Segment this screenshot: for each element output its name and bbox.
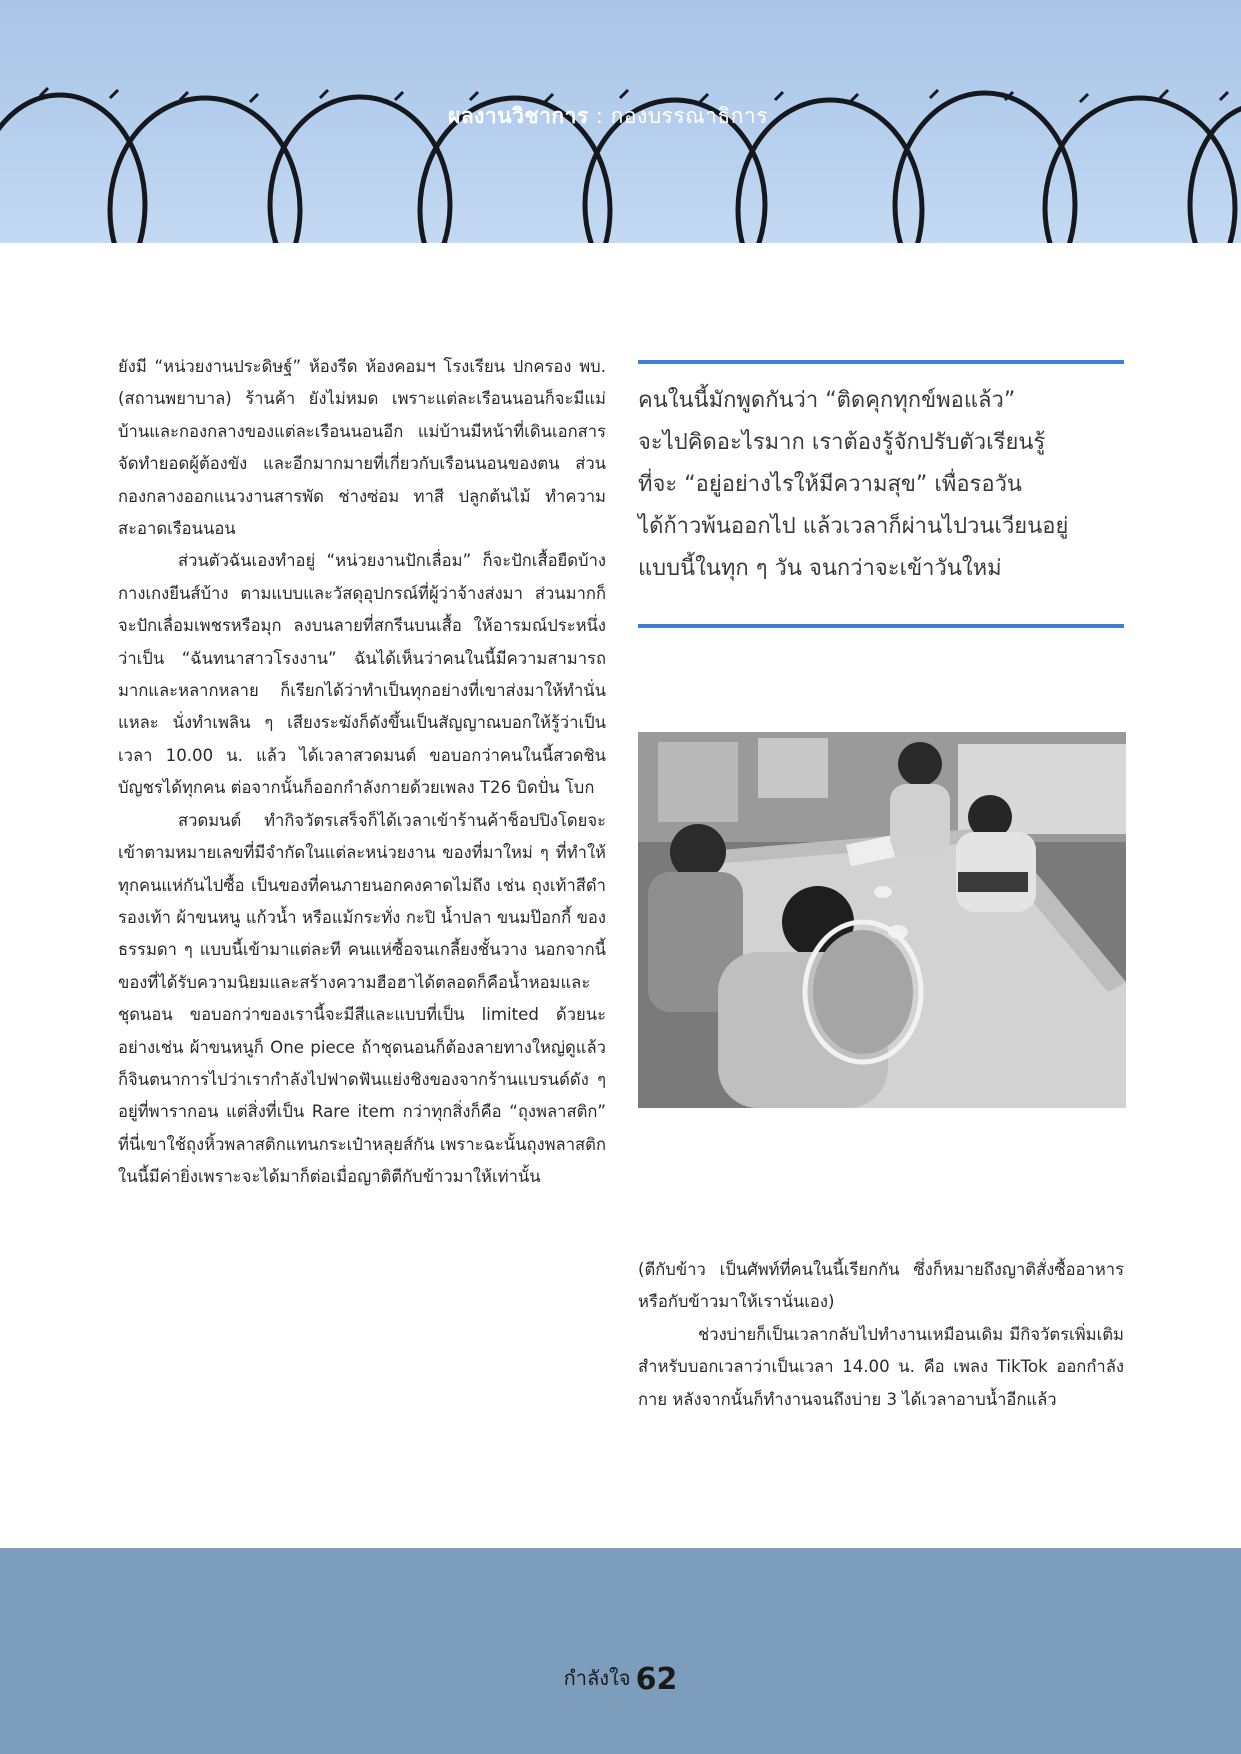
section-label: ผลงานวิชาการ: [448, 104, 589, 128]
paragraph: ช่วงบ่ายก็เป็นเวลากลับไปทำงานเหมือนเดิม มีกิจวัตรเพิ่มเติมสำหรับบอกเวลาว่าเป็นเวลา 14.00 น. คือ เพลง TikTok ออกกำลังกาย หลังจากนั้นก็ทำงานจนถึงบ่าย 3 ได้เวลาอาบน้ำอีกแล้ว: [638, 1324, 1124, 1409]
pull-quote-line: ที่จะ “อยู่อย่างไรให้มีความสุข” เพื่อรอวัน: [638, 472, 1022, 497]
article-left-column: [118, 351, 606, 1194]
paragraph: สวดมนต์ ทำกิจวัตรเสร็จก็ได้เวลาเข้าร้านค้าช็อปปิงโดยจะเข้าตามหมายเลขที่มีจำกัดในแต่ละหน่วยงาน ของที่มาใหม่ ๆ ที่ทำให้ทุกคนแห่กันไปซื้อ เป็นของที่คนภายนอกคงคาดไม่ถึง เช่น ถุงเท้าสีดำ รองเท้า ผ้าขนหนู แก้วน้ำ หรือแม้กระทั่ง กะปิ น้ำปลา ขนมป๊อกกี้ ของธรรมดา ๆ แบบนี้เข้ามาแต่ละที คนแห่ซื้อจนเกลี้ยงชั้นวาง นอกจากนี้ของที่ได้รับความนิยมและสร้างความฮือฮาได้ตลอดก็คือน้ำหอมและชุดนอน ขอบอกว่าของเรานี้จะมีสีและแบบที่เป็น limited ด้วยนะ อย่างเช่น ผ้าขนหนูก็ One piece ถ้าชุดนอนก็ต้องลายทางใหญ่ดูแล้วก็จินตนาการไปว่าเรากำลังไปฟาดฟันแย่งชิงของจากร้านแบรนด์ดัง ๆ อยู่ที่พารากอน แต่สิ่งที่เป็น Rare item กว่าทุกสิ่งก็คือ “ถุงพลาสติก” ที่นี่เขาใช้ถุงหิ้วพลาสติกแทนกระเป๋าหลุยส์กัน เพราะฉะนั้นถุงพลาสติกในนี้มีค่ายิ่งเพราะจะได้มาก็ต่อเมื่อญาติตีกับข้าวมาให้เท่านั้น: [118, 810, 606, 1187]
header-title: [448, 100, 768, 133]
pull-quote-line: ได้ก้าวพ้นออกไป แล้วเวลาก็ผ่านไปวนเวียนอยู่: [638, 514, 1069, 539]
paragraph: ส่วนตัวฉันเองทำอยู่ “หน่วยงานปักเลื่อม” ก็จะปักเสื้อยืดบ้าง กางเกงยีนส์บ้าง ตามแบบและวัสดุอุปกรณ์ที่ผู้ว่าจ้างส่งมา ส่วนมากก็จะปักเลื่อมเพชรหรือมุก ลงบนลายที่สกรีนบนเสื้อ ให้อารมณ์ประหนึ่งว่าเป็น “ฉันทนาสาวโรงงาน” ฉันได้เห็นว่าคนในนี้มีความสามารถมากและหลากหลาย ก็เรียกได้ว่าทำเป็นทุกอย่างที่เขาส่งมาให้ทำนั่นแหละ นั่งทำเพลิน ๆ เสียงระฆังก็ดังขึ้นเป็นสัญญาณบอกให้รู้ว่าเป็นเวลา 10.00 น. แล้ว ได้เวลาสวดมนต์ ขอบอกว่าคนในนี้สวดชินบัญชรได้ทุกคน ต่อจากนั้นก็ออกกำลังกายด้วยเพลง T26 บิดปั่น โบก: [118, 551, 606, 798]
embroidery-workshop-photo: [638, 732, 1126, 1108]
paragraph: (ตีกับข้าว เป็นศัพท์ที่คนในนี้เรียกกัน ซึ่งก็หมายถึงญาติสั่งซื้ออาหารหรือกับข้าวมาให้เรานั่นเอง): [638, 1260, 1124, 1312]
author-label: กองบรรณาธิการ: [610, 104, 768, 128]
pull-quote: [638, 380, 1124, 590]
pull-quote-line: แบบนี้ในทุก ๆ วัน จนกว่าจะเข้าวันใหม่: [638, 556, 1002, 581]
page-footer: [0, 1662, 1241, 1697]
pull-quote-line: คนในนี้มักพูดกันว่า “ติดคุกทุกข์พอแล้ว”: [638, 388, 1016, 413]
header-banner: [0, 0, 1241, 243]
article-photo: [638, 732, 1126, 1108]
paragraph: ยังมี “หน่วยงานประดิษฐ์” ห้องรีด ห้องคอมฯ โรงเรียน ปกครอง พบ. (สถานพยาบาล) ร้านค้า ยังไม่หมด เพราะแต่ละเรือนนอนก็จะมีแม่บ้านและกองกลางของแต่ละเรือนนอนอีก แม่บ้านมีหน้าที่เดินเอกสาร จัดทำยอดผู้ต้องขัง และอีกมากมายที่เกี่ยวกับเรือนนอนของตน ส่วนกองกลางออกแนวงานสารพัด ช่างซ่อม ทาสี ปลูกต้นไม้ ทำความสะอาดเรือนนอน: [118, 357, 606, 539]
article-right-column: [638, 1254, 1124, 1416]
header-separator: :: [588, 104, 611, 128]
pull-quote-top-rule: [638, 360, 1124, 364]
pull-quote-line: จะไปคิดอะไรมาก เราต้องรู้จักปรับตัวเรียนรู้: [638, 430, 1046, 455]
pull-quote-bottom-rule: [638, 624, 1124, 628]
footer-band: [0, 1548, 1241, 1754]
page-number: 62: [635, 1662, 678, 1697]
magazine-name: กำลังใจ: [563, 1666, 631, 1690]
